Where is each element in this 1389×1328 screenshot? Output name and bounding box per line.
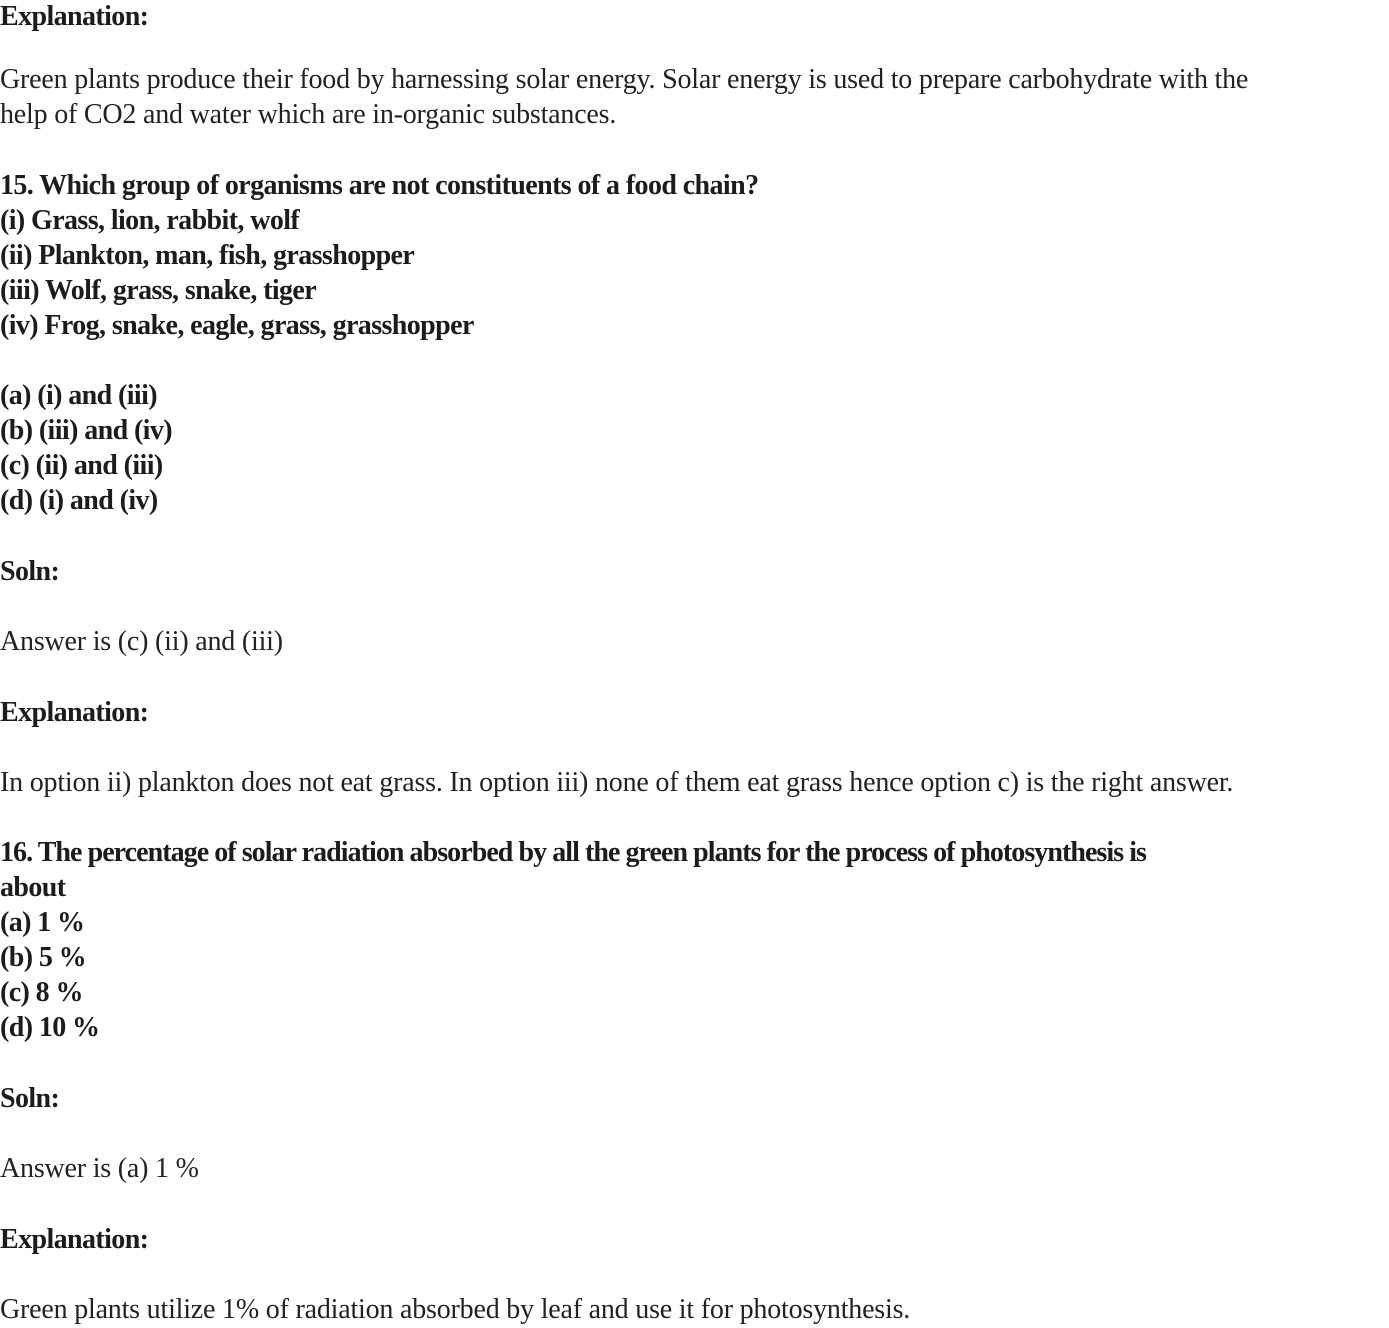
answer-text: Answer is (a) 1 % <box>0 1153 199 1184</box>
question-15-text: 15. Which group of organisms are not constituents of a food chain? <box>0 170 759 201</box>
option-item: (d) 10 % <box>0 1012 100 1043</box>
explanation-text: In option ii) plankton does not eat grass. In option iii) none of them eat grass hence option c) is the right answer. <box>0 767 1234 798</box>
explanation-heading: Explanation: <box>0 1 149 32</box>
question-16-text: 16. The percentage of solar radiation absorbed by all the green plants for the process of photosynthesis is <box>0 837 1146 868</box>
statement-item: (ii) Plankton, man, fish, grasshopper <box>0 240 415 271</box>
explanation-heading: Explanation: <box>0 697 149 728</box>
explanation-heading: Explanation: <box>0 1224 149 1255</box>
option-item: (b) 5 % <box>0 942 87 973</box>
option-item: (b) (iii) and (iv) <box>0 415 172 446</box>
option-item: (c) 8 % <box>0 977 83 1008</box>
option-item: (c) (ii) and (iii) <box>0 450 163 481</box>
explanation-text: Green plants utilize 1% of radiation absorbed by leaf and use it for photosynthesis. <box>0 1294 911 1325</box>
option-item: (d) (i) and (iv) <box>0 485 158 516</box>
solution-heading: Soln: <box>0 1083 60 1114</box>
solution-heading: Soln: <box>0 556 60 587</box>
explanation-text-line: Green plants produce their food by harnessing solar energy. Solar energy is used to prepare carbohydrate with the <box>0 64 1249 95</box>
statement-item: (iii) Wolf, grass, snake, tiger <box>0 275 317 306</box>
statement-item: (iv) Frog, snake, eagle, grass, grasshopper <box>0 310 474 341</box>
explanation-text-line: help of CO2 and water which are in-organic substances. <box>0 99 617 130</box>
option-item: (a) (i) and (iii) <box>0 380 158 411</box>
answer-text: Answer is (c) (ii) and (iii) <box>0 626 283 657</box>
option-item: (a) 1 % <box>0 907 85 938</box>
statement-item: (i) Grass, lion, rabbit, wolf <box>0 205 300 236</box>
question-16-text-continued: about <box>0 872 66 903</box>
